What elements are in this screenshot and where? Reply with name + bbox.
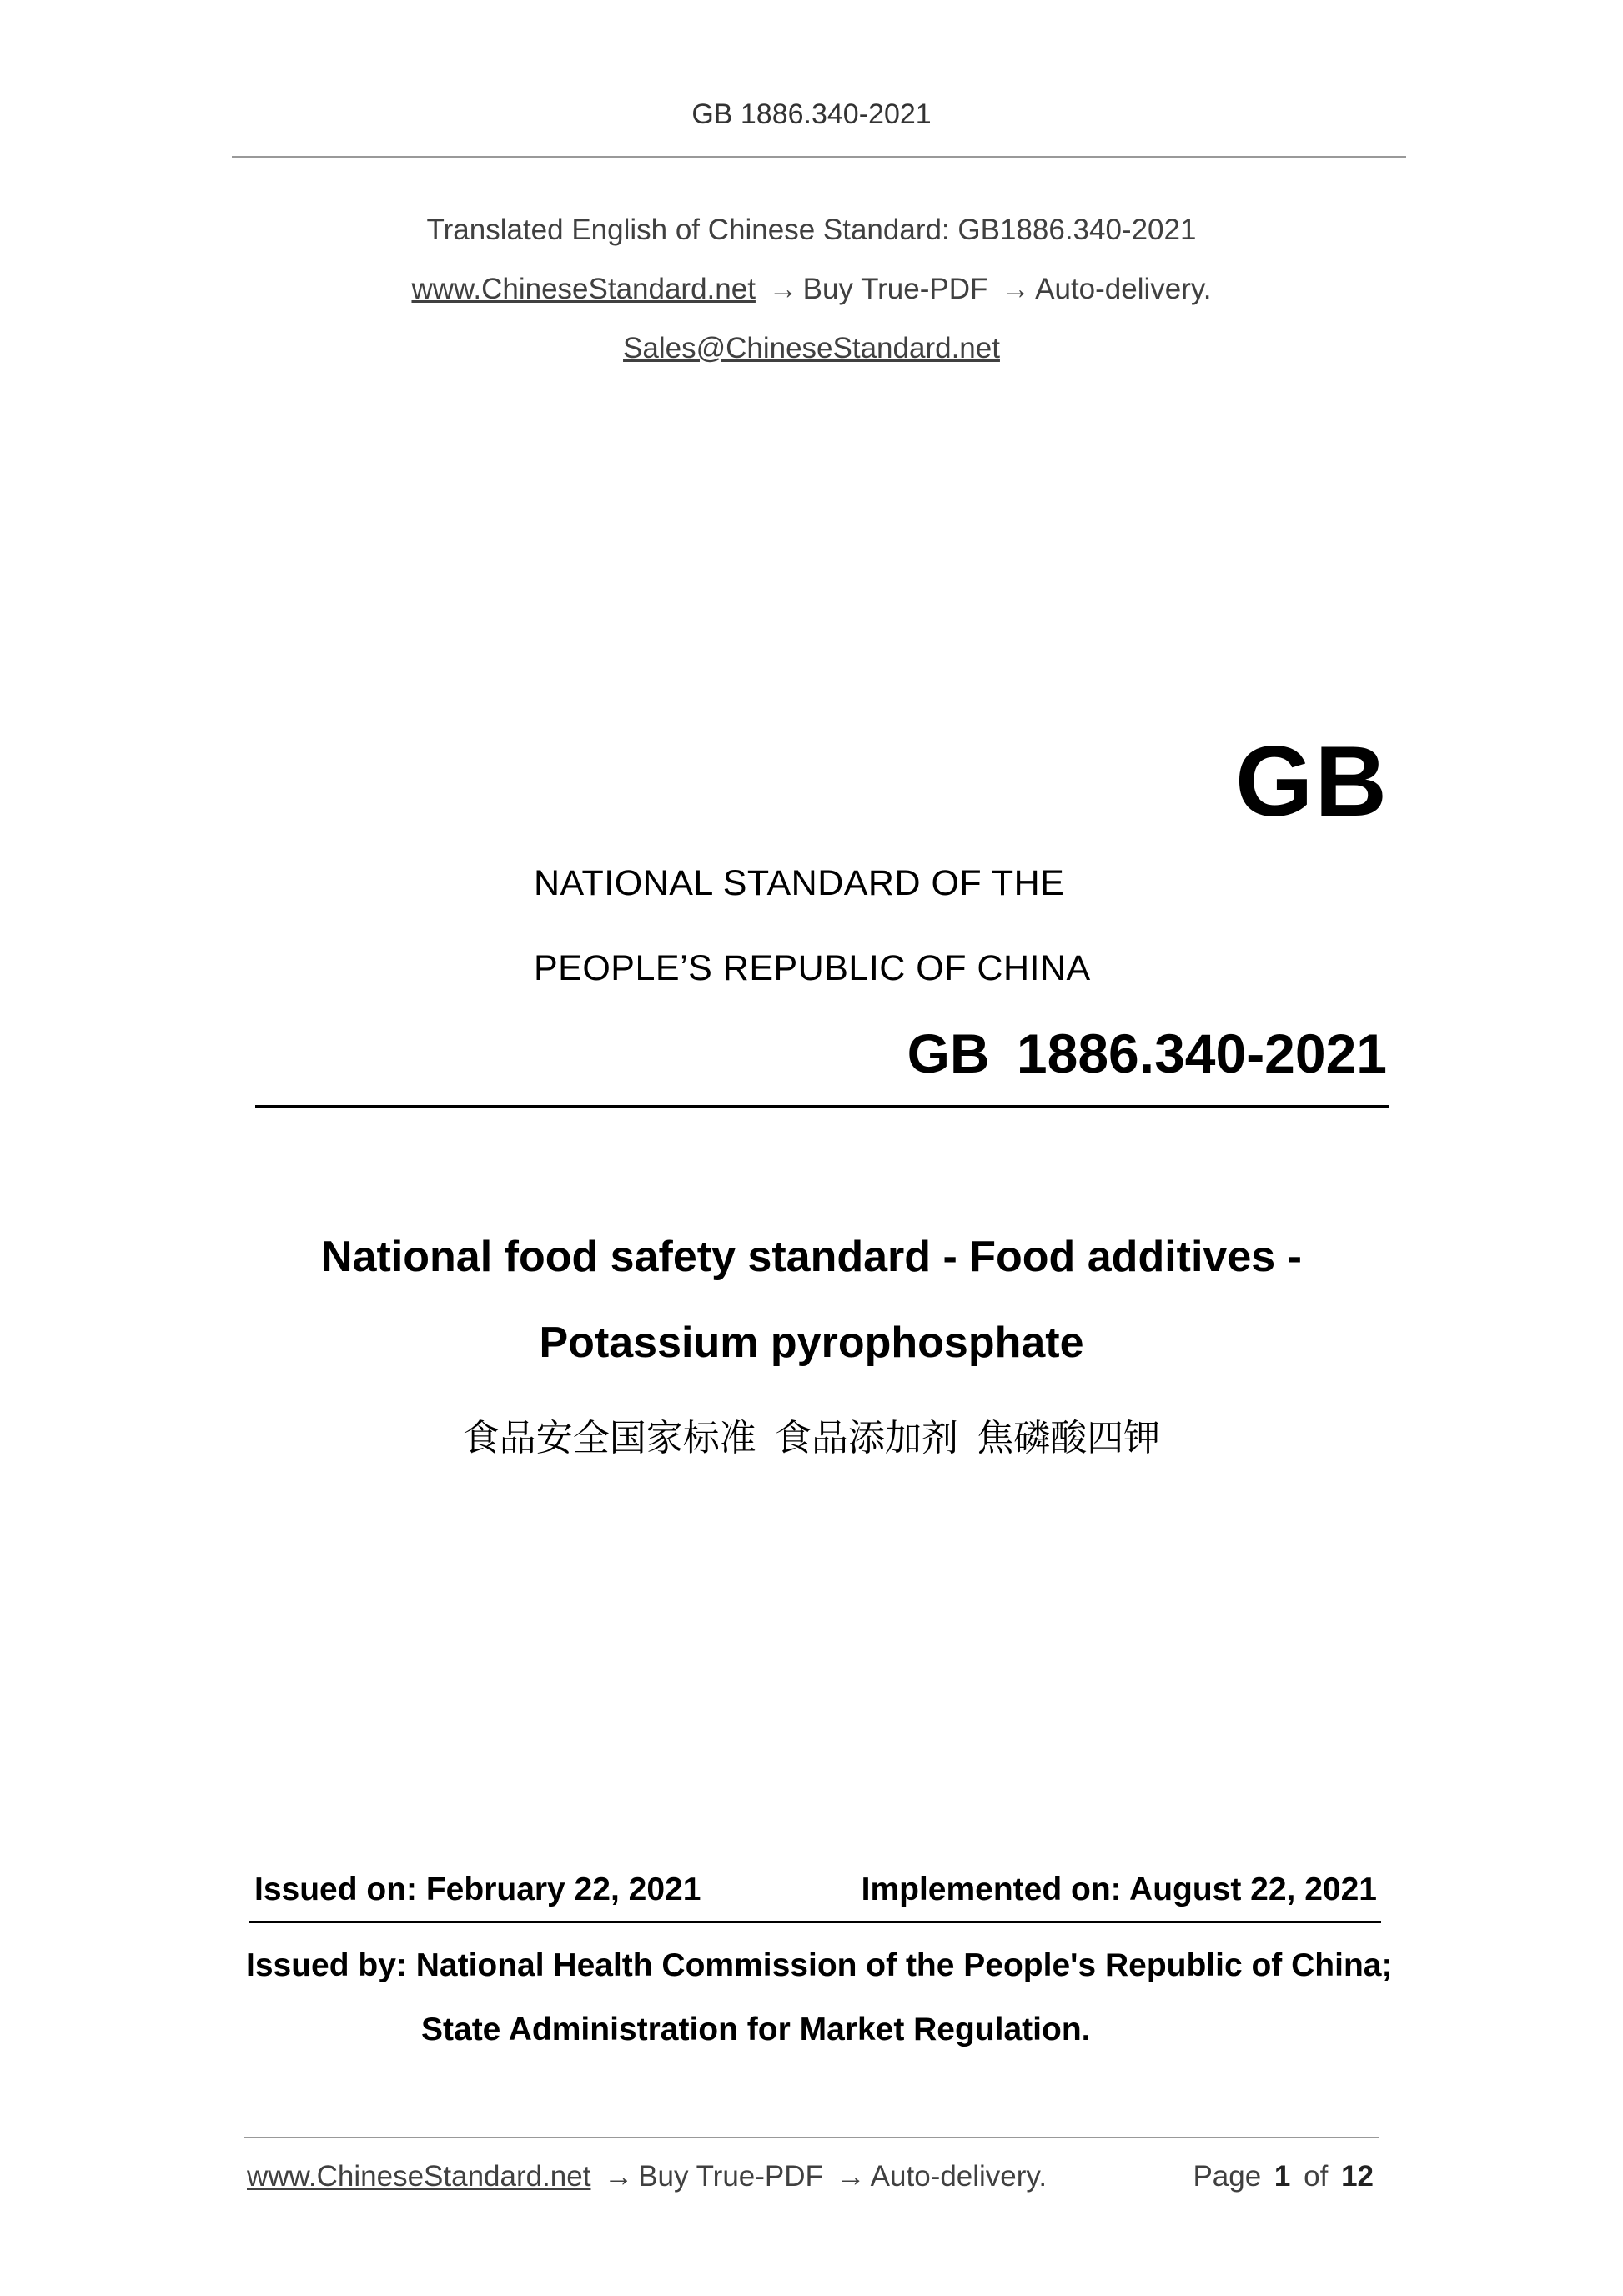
- email-line: [0, 332, 1623, 365]
- footer-delivery-text: Auto-delivery.: [870, 2160, 1048, 2193]
- footer-buy-text: Buy True-PDF: [638, 2160, 823, 2193]
- implemented-on-date: Implemented on: August 22, 2021: [861, 1871, 1377, 1907]
- dates-divider: [249, 1921, 1381, 1923]
- footer-divider: [244, 2137, 1379, 2138]
- page-label: Page: [1193, 2160, 1262, 2193]
- translation-note: Translated English of Chinese Standard: GB1886.340-2021: [426, 214, 1197, 246]
- page-current: 1: [1274, 2160, 1291, 2193]
- footer-buy-line: [247, 2160, 1047, 2193]
- issued-by-line1: Issued by: National Health Commission of the People's Republic of China;: [246, 1947, 1393, 1983]
- site-link[interactable]: www.ChineseStandard.net: [411, 273, 756, 305]
- arrow-right-icon: →: [836, 2160, 866, 2193]
- title-english-line1: National food safety standard - Food additives -: [321, 1233, 1302, 1281]
- title-english-line2: Potassium pyrophosphate: [539, 1319, 1084, 1367]
- buy-text: Buy True-PDF: [802, 273, 988, 305]
- gb-logo: GB: [1235, 726, 1389, 837]
- arrow-right-icon: →: [1001, 273, 1031, 305]
- page-of: of: [1304, 2160, 1329, 2193]
- arrow-right-icon: →: [768, 273, 798, 305]
- title-divider: [255, 1105, 1389, 1108]
- email-link[interactable]: Sales@ChineseStandard.net: [623, 332, 1000, 364]
- footer-site-link[interactable]: www.ChineseStandard.net: [247, 2160, 591, 2193]
- title-chinese: 食品安全国家标准 食品添加剂 焦磷酸四钾: [462, 1418, 1161, 1459]
- page-indicator: [1193, 2160, 1374, 2193]
- issued-on-date: Issued on: February 22, 2021: [254, 1871, 701, 1907]
- running-header: GB 1886.340-2021: [691, 98, 932, 130]
- arrow-right-icon: →: [604, 2160, 634, 2193]
- issued-by-line2: State Administration for Market Regulation.: [421, 2012, 1091, 2047]
- buy-line: [0, 273, 1623, 306]
- standard-number: GB 1886.340-2021: [907, 1022, 1387, 1084]
- page-total: 12: [1341, 2160, 1374, 2193]
- national-standard-line2: PEOPLE’S REPUBLIC OF CHINA: [534, 948, 1091, 988]
- header-divider: [232, 156, 1406, 158]
- delivery-text: Auto-delivery.: [1035, 273, 1212, 305]
- national-standard-line1: NATIONAL STANDARD OF THE: [534, 863, 1065, 903]
